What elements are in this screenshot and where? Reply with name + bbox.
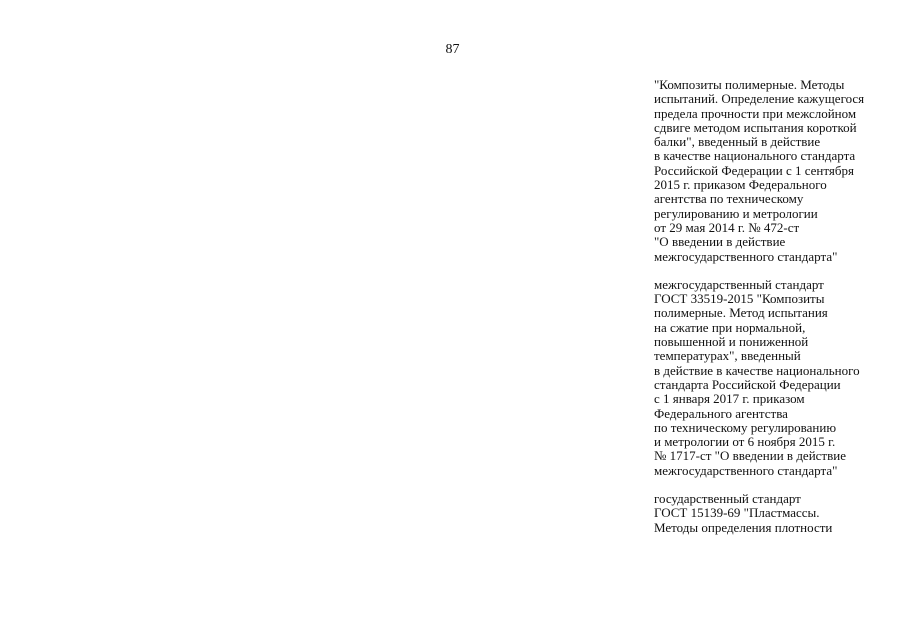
text-line: на сжатие при нормальной, bbox=[654, 319, 806, 335]
text-line: повышенной и пониженной bbox=[654, 334, 809, 350]
text-line: № 1717-ст "О введении в действие bbox=[654, 448, 846, 464]
text-line: испытаний. Определение кажущегося bbox=[654, 91, 865, 107]
text-line: межгосударственного стандарта" bbox=[654, 462, 838, 478]
text-line: государственный стандарт bbox=[654, 491, 801, 507]
document-text-column bbox=[654, 78, 894, 549]
text-line: в качестве национального стандарта bbox=[654, 148, 856, 164]
text-line: регулированию и метрологии bbox=[654, 205, 818, 221]
text-line: стандарта Российской Федерации bbox=[654, 376, 841, 392]
paragraph-gost-33519-2015 bbox=[654, 278, 894, 478]
text-line: "О введении в действие bbox=[654, 234, 786, 250]
text-line: температурах", введенный bbox=[654, 348, 801, 364]
text-line: ГОСТ 15139-69 "Пластмассы. bbox=[654, 505, 820, 521]
text-line: полимерные. Метод испытания bbox=[654, 305, 828, 321]
text-line: балки", введенный в действие bbox=[654, 134, 821, 150]
paragraph-gost-15139-69 bbox=[654, 492, 894, 535]
text-line: сдвиге методом испытания короткой bbox=[654, 119, 857, 135]
page-number: 87 bbox=[445, 42, 460, 57]
text-line: Федерального агентства bbox=[654, 405, 788, 421]
text-line: по техническому регулированию bbox=[654, 419, 837, 435]
paragraph-composites-shear-test bbox=[654, 78, 894, 264]
text-line: от 29 мая 2014 г. № 472-ст bbox=[654, 219, 800, 235]
text-line: и метрологии от 6 ноября 2015 г. bbox=[654, 434, 836, 450]
text-line: Российской Федерации с 1 сентября bbox=[654, 162, 854, 178]
text-line: ГОСТ 33519-2015 "Композиты bbox=[654, 291, 825, 307]
text-line: агентства по техническому bbox=[654, 191, 804, 207]
text-line: с 1 января 2017 г. приказом bbox=[654, 391, 805, 407]
text-line: в действие в качестве национального bbox=[654, 362, 860, 378]
text-line: Методы определения плотности bbox=[654, 519, 833, 535]
text-line: "Композиты полимерные. Методы bbox=[654, 77, 845, 92]
text-line: межгосударственный стандарт bbox=[654, 276, 824, 292]
text-line: предела прочности при межслойном bbox=[654, 105, 857, 121]
text-line: 2015 г. приказом Федерального bbox=[654, 177, 827, 193]
text-line: межгосударственного стандарта" bbox=[654, 248, 838, 264]
